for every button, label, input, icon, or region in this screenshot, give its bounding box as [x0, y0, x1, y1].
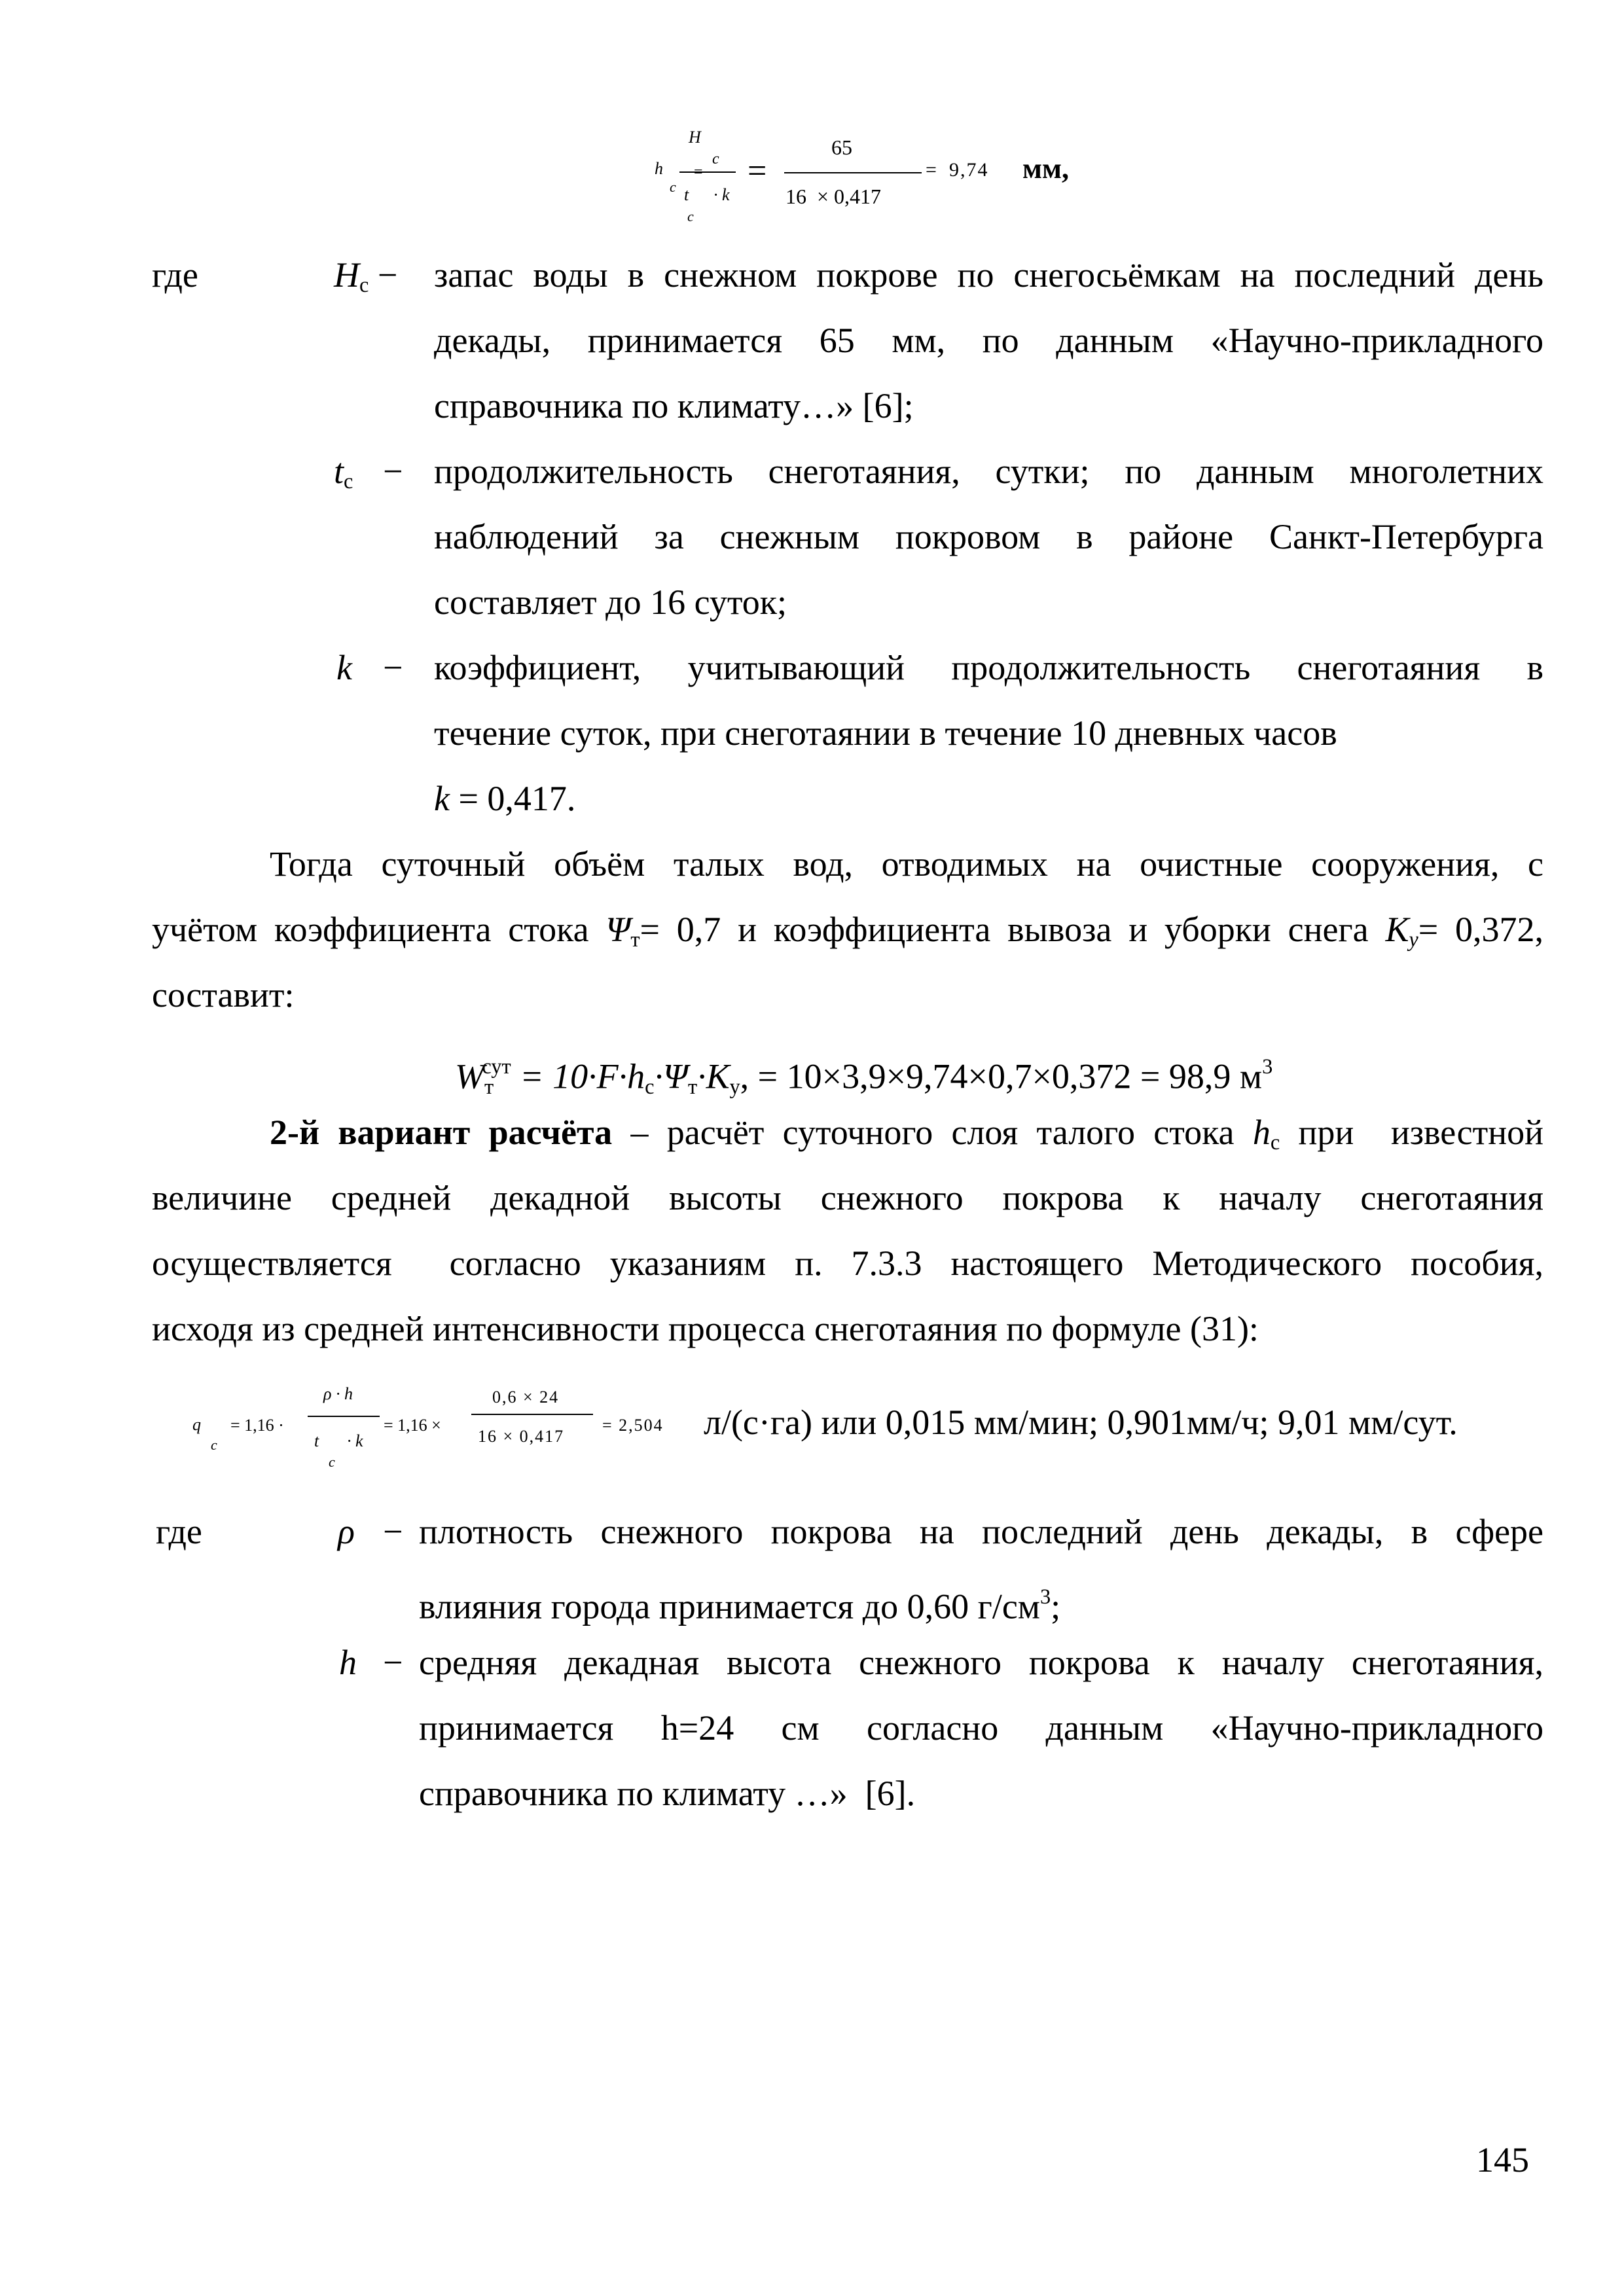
def-Hc-line-2: декады, принимается 65 мм, по данным «Научно-прикладного — [434, 321, 1543, 360]
def-rho-line-1: плотность снежного покрова на последний день декады, в сфере — [419, 1512, 1543, 1551]
dash-tc: − — [383, 452, 403, 491]
def-h-line-2: принимается h=24 см согласно данным «Научно-прикладного — [419, 1708, 1543, 1748]
para1-line-1: Тогда суточный объём талых вод, отводимых на очистные сооружения, с — [270, 844, 1543, 884]
formula1-den-t-sub: c — [687, 208, 694, 224]
formula3-den2: 16 × 0,417 — [478, 1427, 565, 1446]
def-tc-line-1: продолжительность снеготаяния, сутки; по данным многолетних — [434, 452, 1543, 491]
formula1-eq2: = — [748, 152, 767, 190]
symbol-k: k — [336, 648, 352, 687]
formula3-num1: ρ · h — [323, 1384, 353, 1403]
dash-rho: − — [383, 1512, 403, 1551]
def-Hc-line-3: справочника по климату…» [6]; — [434, 386, 914, 425]
formula3-units-text: л/(с·га) или 0,015 мм/мин; 0,901мм/ч; 9,01 мм/сут. — [704, 1403, 1458, 1442]
formula1-h: h — [655, 159, 663, 178]
formula1-eq3: = — [926, 159, 937, 181]
formula1-unit: мм, — [1022, 152, 1069, 185]
formula1-num-H-sub: c — [712, 151, 719, 168]
formula3-den1-sub: c — [329, 1454, 335, 1470]
formula3-eq1: = 1,16 · — [230, 1416, 284, 1435]
para2-line-2: величине средней декадной высоты снежного покрова к началу снеготаяния — [152, 1178, 1543, 1217]
page-number: 145 — [1476, 2140, 1529, 2179]
symbol-tc: $t_с$ — [334, 452, 353, 494]
where-label-2: где — [156, 1512, 202, 1551]
para2-line-3: осуществляется согласно указаниям п. 7.3.3 настоящего Методического пособия, — [152, 1244, 1543, 1283]
formula1-den-val: 16 × 0,417 — [785, 185, 882, 208]
formula3-den1-t: t — [314, 1431, 319, 1450]
formula1-den-t: t — [684, 185, 689, 204]
para1-line-2: учётом коэффициента стока $\Psi_т= 0,7$ и коэффициента вывоза и уборки снега $К_у= 0,372$, — [152, 910, 1543, 952]
para2-line-4: исходя из средней интенсивности процесса снеготаяния по формуле (31): — [152, 1309, 1259, 1348]
formula3-q: q — [192, 1415, 201, 1434]
formula3-fraction-bar-2 — [471, 1414, 593, 1415]
def-h-line-3: справочника по климату …» [6]. — [419, 1774, 916, 1813]
formula1-h-sub: c — [670, 179, 676, 195]
formula3-q-sub: c — [211, 1437, 217, 1453]
symbol-rho: ρ — [338, 1512, 355, 1551]
def-h-line-1: средняя декадная высота снежного покрова к началу снеготаяния, — [419, 1643, 1543, 1682]
symbol-h: h — [339, 1643, 357, 1682]
para2-line-1: 2-й вариант расчёта – расчёт суточного слоя талого стока $h_с$ при известной — [270, 1113, 1543, 1155]
formula-2: $W_т^{сут} = 10\cdot F\cdot h_с\cdot\Psi_т\cdot К_у$, = 10×3,9×9,74×0,7×0,372 = 98,9 $м^3$ — [455, 1055, 1273, 1099]
def-k-line-1: коэффициент, учитывающий продолжительность снеготаяния в — [434, 648, 1543, 687]
dash-h: − — [383, 1643, 403, 1682]
formula1-den-dot-k: · k — [713, 185, 730, 204]
dash-k: − — [383, 648, 403, 687]
formula1-fraction-bar-1 — [679, 171, 736, 173]
para1-line-3: составит: — [152, 975, 295, 1014]
formula3-fraction-bar-1 — [308, 1416, 380, 1417]
formula1-num-H: H — [689, 128, 701, 147]
where-label-1: где — [152, 255, 198, 295]
formula1-result: 9,74 — [949, 159, 989, 181]
formula3-den1-k: · k — [347, 1431, 363, 1450]
formula1-fraction-bar-2 — [784, 172, 922, 173]
formula1-num-val: 65 — [831, 135, 852, 159]
def-rho-line-2: влияния города принимается до 0,60 $г/см^3$; — [419, 1585, 1061, 1626]
symbol-Hc: $H_с$ − — [334, 255, 398, 298]
def-tc-line-3: составляет до 16 суток; — [434, 583, 787, 622]
def-k-value: k = 0,417. — [434, 779, 576, 818]
def-k-line-2: течение суток, при снеготаянии в течение 10 дневных часов — [434, 713, 1337, 753]
def-tc-line-2: наблюдений за снежным покровом в районе Санкт-Петербурга — [434, 517, 1543, 556]
def-Hc-line-1: запас воды в снежном покрове по снегосьёмкам на последний день — [434, 255, 1543, 295]
formula3-eq3: = 2,504 — [602, 1416, 664, 1435]
formula3-eq2: = 1,16 × — [384, 1416, 441, 1435]
formula3-num2: 0,6 × 24 — [492, 1388, 560, 1407]
